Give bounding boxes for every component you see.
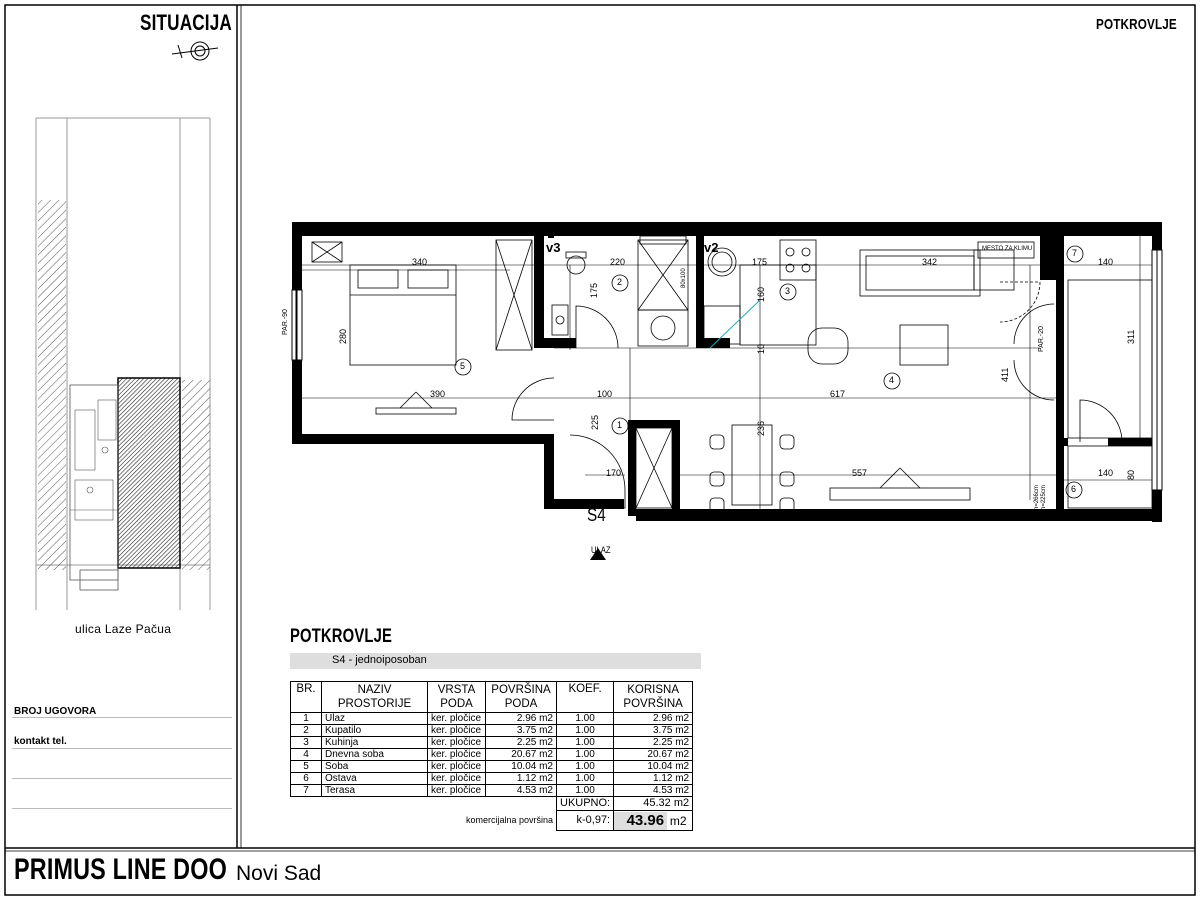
broj-ugovora-line: [12, 717, 232, 718]
row-naziv: Ulaz: [322, 713, 428, 725]
komercijalna-label: komercijalna površina: [465, 815, 553, 825]
blank-line-2: [12, 808, 232, 809]
col-korisna: KORISNA POVRŠINA: [614, 682, 693, 713]
row-vrsta: ker. pločice: [428, 785, 486, 797]
kontakt-label: kontakt tel.: [14, 736, 67, 747]
ukupno-value: 45.32 m2: [614, 797, 693, 811]
room-number-6: 6: [1071, 484, 1077, 494]
room-number-3: 3: [785, 286, 791, 296]
row-vrsta: ker. pločice: [428, 737, 486, 749]
row-vrsta: ker. pločice: [428, 725, 486, 737]
row-koef: 1.00: [557, 773, 614, 785]
dim-390: 390: [430, 389, 446, 399]
entry-label: ULAZ: [591, 545, 611, 555]
table-row: [291, 749, 693, 761]
dim-175-kitchen: 175: [752, 257, 768, 267]
komercijalna-value: 43.96: [614, 812, 667, 830]
table-row: [291, 713, 693, 725]
table-row: [291, 773, 693, 785]
dim-160: 160: [756, 286, 766, 302]
dim-557: 557: [852, 468, 868, 478]
row-vrsta: ker. pločice: [428, 773, 486, 785]
window-label-v3: v3: [546, 240, 561, 255]
broj-ugovora-label: BROJ UGOVORA: [14, 706, 97, 717]
row-korisna: 2.25 m2: [614, 737, 693, 749]
north-arrow-icon: [168, 38, 228, 64]
dim-236: 236: [756, 420, 766, 436]
ukupno-label: UKUPNO:: [557, 797, 614, 811]
table-header-row: [291, 682, 693, 713]
row-povrsina: 4.53 m2: [486, 785, 557, 797]
dim-311: 311: [1126, 329, 1136, 344]
row-vrsta: ker. pločice: [428, 713, 486, 725]
room-number-2: 2: [617, 277, 623, 287]
dim-617: 617: [830, 389, 846, 399]
room-number-1: 1: [617, 420, 623, 430]
row-naziv: Ostava: [322, 773, 428, 785]
room-number-4: 4: [889, 375, 895, 385]
ac-location-label: MESTO ZA KLIMU: [982, 246, 1033, 252]
room-number-7: 7: [1072, 248, 1078, 258]
total-row: [291, 797, 693, 811]
kontakt-line: [12, 748, 232, 749]
row-koef: 1.00: [557, 785, 614, 797]
unit-label: S4: [587, 505, 606, 525]
row-koef: 1.00: [557, 725, 614, 737]
height-note-2: h=225cm: [1041, 485, 1047, 510]
dim-340: 340: [412, 257, 428, 267]
dim-140-top: 140: [1098, 257, 1114, 267]
row-koef: 1.00: [557, 713, 614, 725]
dim-170: 170: [606, 468, 622, 478]
plan-title: POTKROVLJE: [1096, 16, 1177, 33]
row-korisna: 1.12 m2: [614, 773, 693, 785]
row-naziv: Kupatilo: [322, 725, 428, 737]
row-vrsta: ker. pločice: [428, 749, 486, 761]
parapet-right: PAR.-20: [1038, 326, 1045, 352]
row-korisna: 4.53 m2: [614, 785, 693, 797]
row-br: 2: [291, 725, 322, 737]
row-naziv: Dnevna soba: [322, 749, 428, 761]
row-br: 5: [291, 761, 322, 773]
row-koef: 1.00: [557, 737, 614, 749]
komercijalna-unit: m2: [669, 813, 687, 828]
row-naziv: Soba: [322, 761, 428, 773]
dim-100: 100: [597, 389, 613, 399]
table-row: [291, 785, 693, 797]
row-korisna: 2.96 m2: [614, 713, 693, 725]
row-br: 3: [291, 737, 322, 749]
dim-225: 225: [590, 414, 600, 430]
dim-280: 280: [338, 328, 348, 344]
dim-80: 80: [1126, 469, 1136, 480]
commercial-row: [291, 811, 693, 831]
row-povrsina: 2.25 m2: [486, 737, 557, 749]
row-br: 7: [291, 785, 322, 797]
row-br: 1: [291, 713, 322, 725]
row-br: 6: [291, 773, 322, 785]
table-row: [291, 761, 693, 773]
row-korisna: 20.67 m2: [614, 749, 693, 761]
street-name: ulica Laze Pačua: [75, 622, 172, 636]
col-naziv: NAZIV PROSTORIJE: [322, 682, 428, 713]
parapet-left: PAR.-90: [282, 309, 289, 335]
total-spacer: [291, 797, 557, 811]
row-korisna: 3.75 m2: [614, 725, 693, 737]
table-subtitle: S4 - jednoiposoban: [332, 654, 427, 666]
dim-220: 220: [610, 257, 626, 267]
row-korisna: 10.04 m2: [614, 761, 693, 773]
col-povrsina: POVRŠINA PODA: [486, 682, 557, 713]
dim-140-bottom: 140: [1098, 468, 1114, 478]
dim-10: 10: [756, 343, 766, 354]
row-koef: 1.00: [557, 749, 614, 761]
table-row: [291, 737, 693, 749]
row-br: 4: [291, 749, 322, 761]
col-vrsta: VRSTA PODA: [428, 682, 486, 713]
row-naziv: Kuhinja: [322, 737, 428, 749]
col-br: BR.: [291, 682, 322, 713]
table-heading: POTKROVLJE: [290, 626, 393, 647]
company-name: PRIMUS LINE DOO: [14, 853, 227, 886]
col-koef: KOEF.: [557, 682, 614, 713]
height-note-1: h=266cm: [1034, 485, 1040, 510]
window-label-v2: v2: [704, 240, 719, 255]
komercijalna-cell: [614, 811, 693, 831]
fridge-note: 80x100: [681, 268, 687, 288]
row-povrsina: 3.75 m2: [486, 725, 557, 737]
area-table: [290, 681, 693, 831]
row-povrsina: 1.12 m2: [486, 773, 557, 785]
dim-411: 411: [1000, 367, 1010, 382]
dim-175-bath: 175: [589, 282, 599, 298]
table-row: [291, 725, 693, 737]
koef-label: k-0,97:: [557, 811, 614, 831]
row-koef: 1.00: [557, 761, 614, 773]
row-naziv: Terasa: [322, 785, 428, 797]
blank-line-1: [12, 778, 232, 779]
row-povrsina: 20.67 m2: [486, 749, 557, 761]
situacija-title: SITUACIJA: [140, 10, 232, 35]
room-number-5: 5: [460, 361, 466, 371]
company-city: Novi Sad: [236, 862, 322, 885]
row-povrsina: 10.04 m2: [486, 761, 557, 773]
dim-342: 342: [922, 257, 938, 267]
row-povrsina: 2.96 m2: [486, 713, 557, 725]
site-plan: [30, 110, 220, 615]
row-vrsta: ker. pločice: [428, 761, 486, 773]
